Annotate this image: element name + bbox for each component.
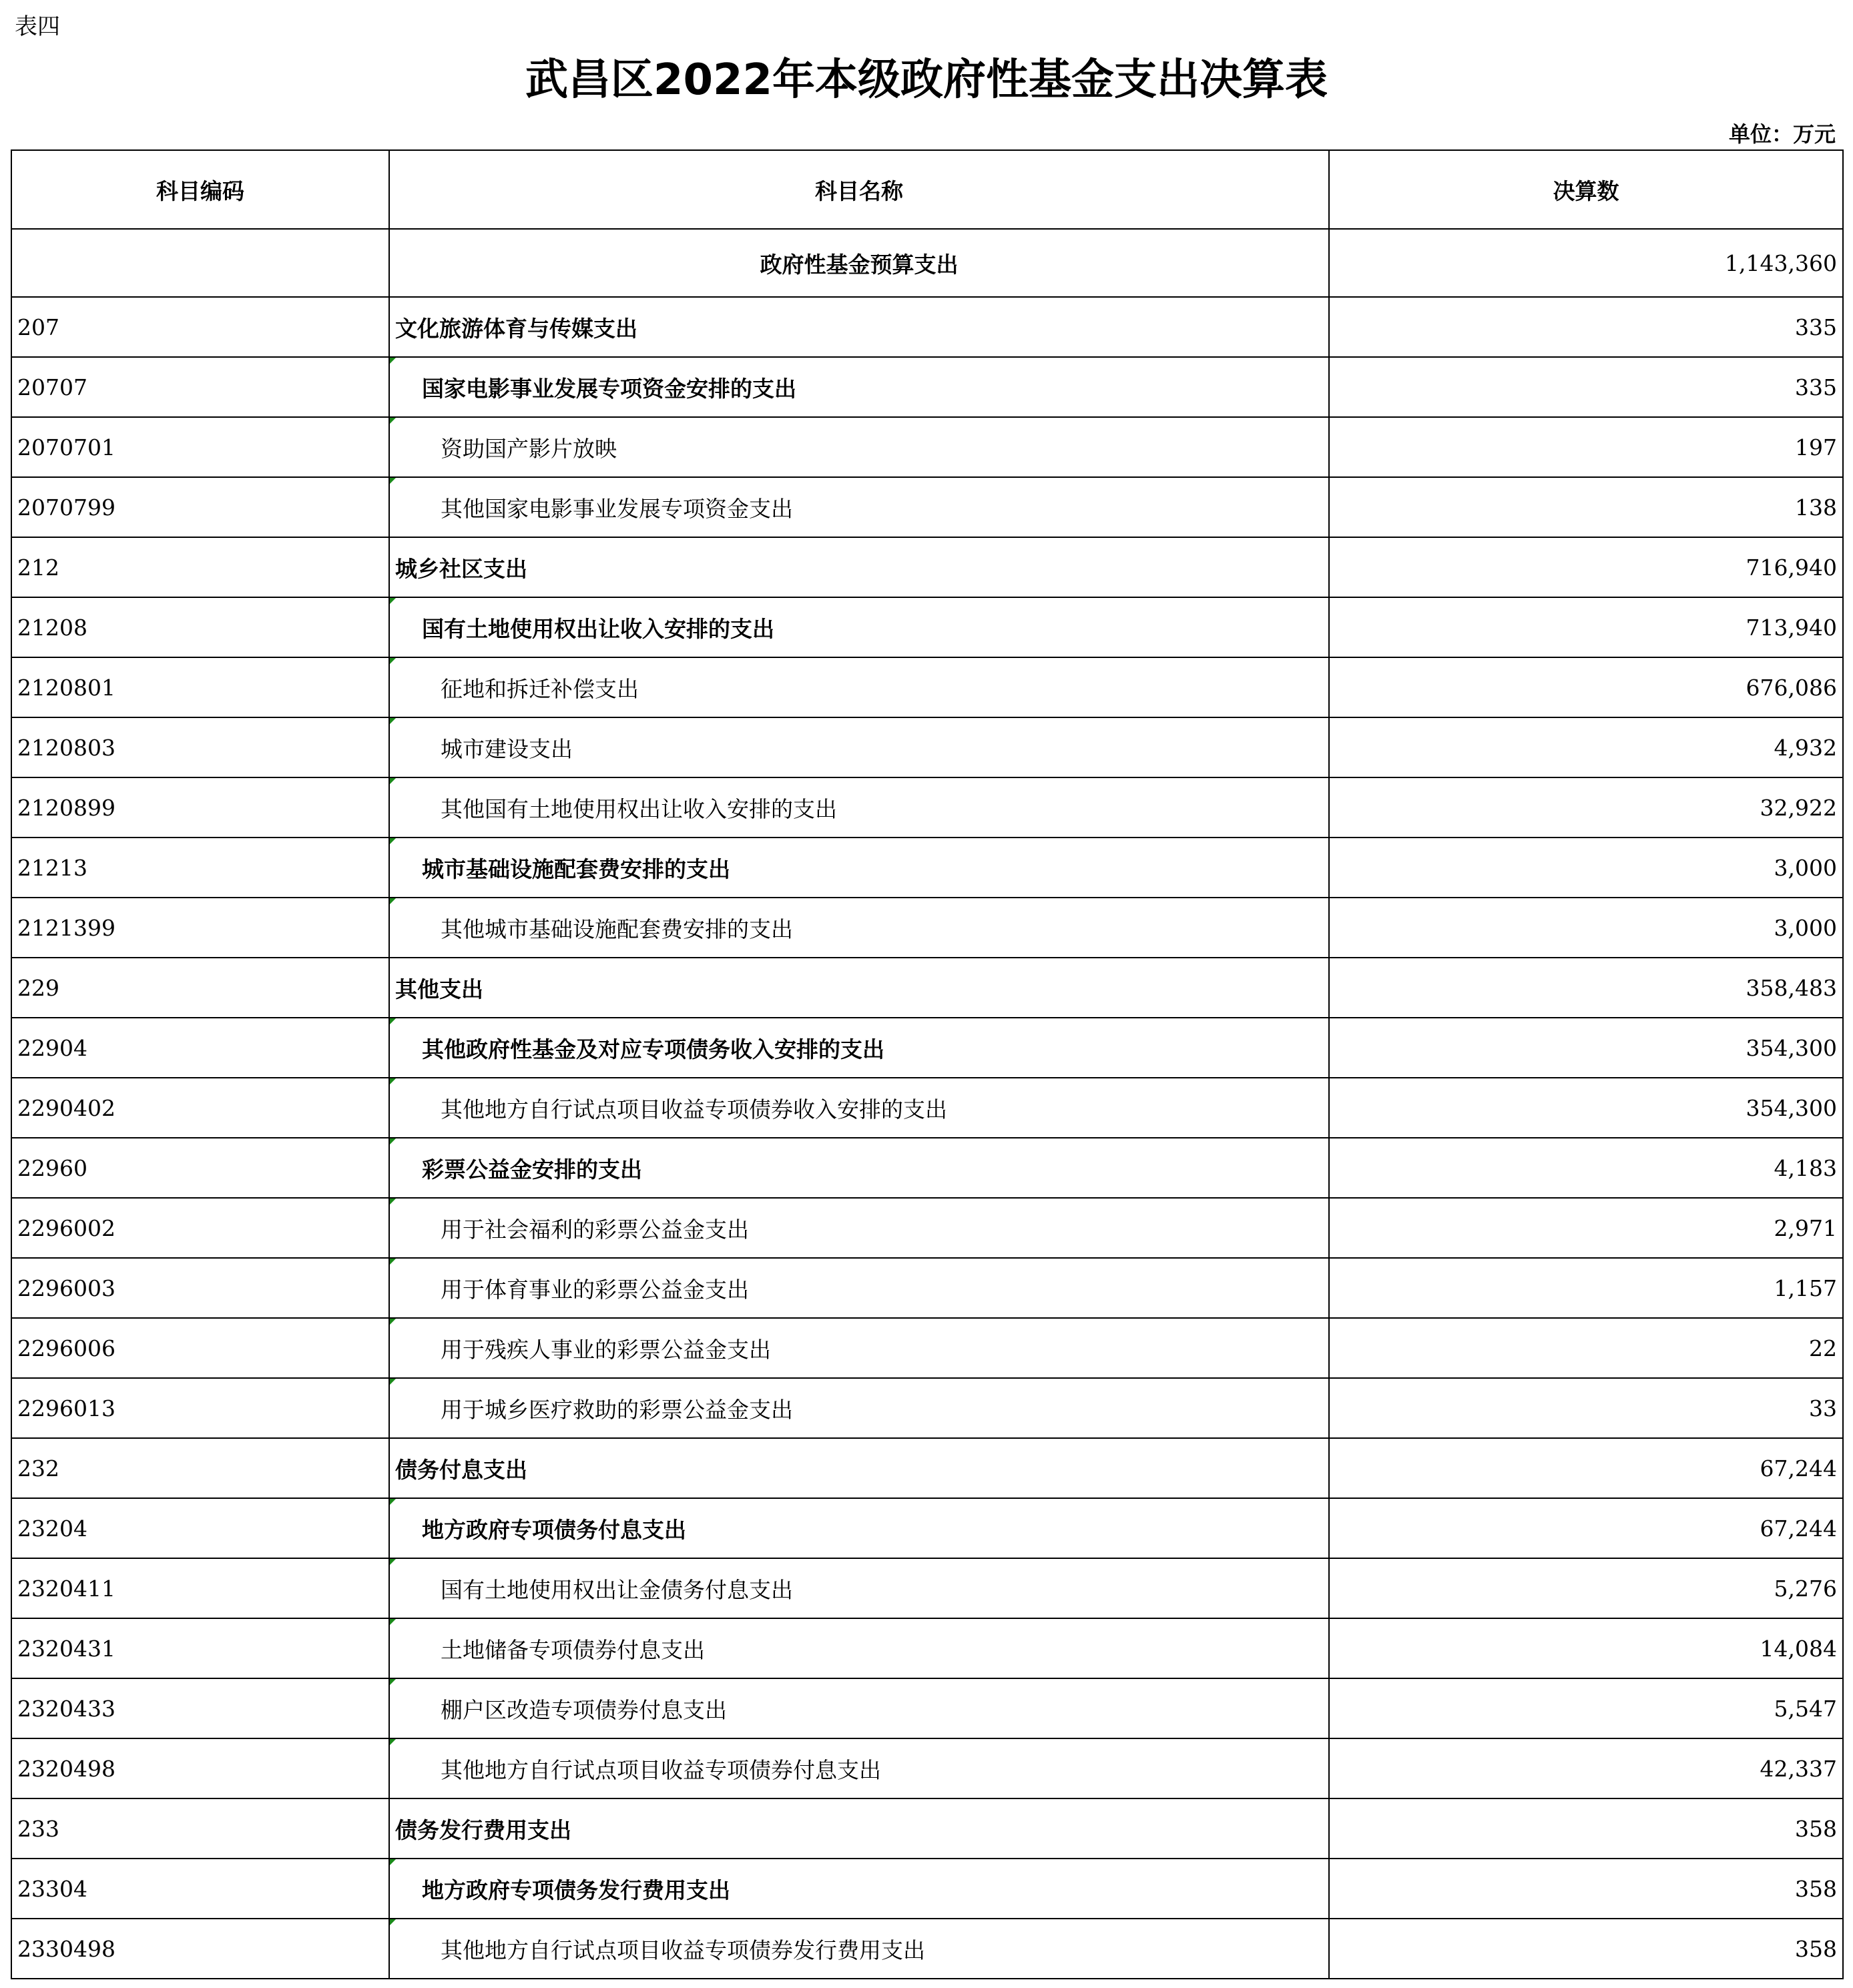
table-row xyxy=(11,1558,1843,1618)
name-cell: 其他地方自行试点项目收益专项债券发行费用支出 xyxy=(389,1919,1329,1979)
code-cell: 21208 xyxy=(11,597,389,657)
code-cell: 2296003 xyxy=(11,1258,389,1318)
amount-cell: 2,971 xyxy=(1329,1198,1843,1258)
name-cell: 城乡社区支出 xyxy=(389,537,1329,597)
name-cell: 用于城乡医疗救助的彩票公益金支出 xyxy=(389,1378,1329,1438)
code-cell: 22904 xyxy=(11,1018,389,1078)
amount-cell: 358 xyxy=(1329,1859,1843,1919)
table-row xyxy=(11,838,1843,898)
table-row xyxy=(11,717,1843,777)
code-cell: 229 xyxy=(11,958,389,1018)
amount-cell: 67,244 xyxy=(1329,1498,1843,1558)
code-cell: 2320431 xyxy=(11,1618,389,1678)
amount-cell: 358 xyxy=(1329,1798,1843,1859)
code-cell: 2320433 xyxy=(11,1678,389,1738)
name-cell: 城市基础设施配套费安排的支出 xyxy=(389,838,1329,898)
unit-label: 单位：万元 xyxy=(1728,121,1836,147)
amount-cell: 197 xyxy=(1329,417,1843,477)
code-cell: 2296002 xyxy=(11,1198,389,1258)
amount-cell: 4,932 xyxy=(1329,717,1843,777)
amount-cell: 358,483 xyxy=(1329,958,1843,1018)
table-row xyxy=(11,1798,1843,1859)
column-header-code: 科目编码 xyxy=(11,150,389,229)
code-cell: 2121399 xyxy=(11,898,389,958)
amount-cell: 354,300 xyxy=(1329,1018,1843,1078)
code-cell: 2120803 xyxy=(11,717,389,777)
table-number-label: 表四 xyxy=(15,13,60,40)
code-cell: 2290402 xyxy=(11,1078,389,1138)
code-cell: 2120899 xyxy=(11,777,389,838)
amount-cell: 5,547 xyxy=(1329,1678,1843,1738)
name-cell: 其他国家电影事业发展专项资金支出 xyxy=(389,477,1329,537)
name-cell: 其他地方自行试点项目收益专项债券付息支出 xyxy=(389,1738,1329,1798)
amount-cell: 138 xyxy=(1329,477,1843,537)
table-row xyxy=(11,1378,1843,1438)
amount-cell: 676,086 xyxy=(1329,657,1843,717)
table-body xyxy=(11,229,1843,1979)
table-row xyxy=(11,898,1843,958)
amount-cell: 42,337 xyxy=(1329,1738,1843,1798)
column-header-amount: 决算数 xyxy=(1329,150,1843,229)
table-row xyxy=(11,357,1843,417)
name-cell: 土地储备专项债券付息支出 xyxy=(389,1618,1329,1678)
code-cell: 2296013 xyxy=(11,1378,389,1438)
total-name-cell: 政府性基金预算支出 xyxy=(389,229,1329,297)
column-header-name: 科目名称 xyxy=(389,150,1329,229)
code-cell: 207 xyxy=(11,297,389,357)
amount-cell: 4,183 xyxy=(1329,1138,1843,1198)
name-cell: 资助国产影片放映 xyxy=(389,417,1329,477)
table-row xyxy=(11,1018,1843,1078)
code-cell: 2330498 xyxy=(11,1919,389,1979)
code-cell: 22960 xyxy=(11,1138,389,1198)
code-cell: 2296006 xyxy=(11,1318,389,1378)
code-cell: 20707 xyxy=(11,357,389,417)
table-row xyxy=(11,1738,1843,1798)
name-cell: 国家电影事业发展专项资金安排的支出 xyxy=(389,357,1329,417)
amount-cell: 716,940 xyxy=(1329,537,1843,597)
code-cell: 2070799 xyxy=(11,477,389,537)
table-row xyxy=(11,1438,1843,1498)
name-cell: 国有土地使用权出让金债务付息支出 xyxy=(389,1558,1329,1618)
table-row xyxy=(11,1919,1843,1979)
table-row xyxy=(11,1138,1843,1198)
amount-cell: 32,922 xyxy=(1329,777,1843,838)
table-row xyxy=(11,657,1843,717)
table-row xyxy=(11,1859,1843,1919)
code-cell: 23304 xyxy=(11,1859,389,1919)
table-row xyxy=(11,1258,1843,1318)
amount-cell: 354,300 xyxy=(1329,1078,1843,1138)
amount-cell: 3,000 xyxy=(1329,898,1843,958)
table-row xyxy=(11,597,1843,657)
name-cell: 彩票公益金安排的支出 xyxy=(389,1138,1329,1198)
amount-cell: 358 xyxy=(1329,1919,1843,1979)
amount-cell: 5,276 xyxy=(1329,1558,1843,1618)
amount-cell: 1,157 xyxy=(1329,1258,1843,1318)
table-row xyxy=(11,1318,1843,1378)
total-code-cell xyxy=(11,229,389,297)
table-row xyxy=(11,1498,1843,1558)
table-header-row xyxy=(11,150,1843,229)
table-row xyxy=(11,1678,1843,1738)
name-cell: 征地和拆迁补偿支出 xyxy=(389,657,1329,717)
code-cell: 2120801 xyxy=(11,657,389,717)
name-cell: 文化旅游体育与传媒支出 xyxy=(389,297,1329,357)
amount-cell: 67,244 xyxy=(1329,1438,1843,1498)
amount-cell: 335 xyxy=(1329,297,1843,357)
name-cell: 用于社会福利的彩票公益金支出 xyxy=(389,1198,1329,1258)
name-cell: 其他国有土地使用权出让收入安排的支出 xyxy=(389,777,1329,838)
code-cell: 233 xyxy=(11,1798,389,1859)
table-row xyxy=(11,1078,1843,1138)
name-cell: 其他城市基础设施配套费安排的支出 xyxy=(389,898,1329,958)
amount-cell: 335 xyxy=(1329,357,1843,417)
amount-cell: 713,940 xyxy=(1329,597,1843,657)
document-title: 武昌区2022年本级政府性基金支出决算表 xyxy=(525,55,1328,105)
code-cell: 2070701 xyxy=(11,417,389,477)
name-cell: 其他地方自行试点项目收益专项债券收入安排的支出 xyxy=(389,1078,1329,1138)
code-cell: 21213 xyxy=(11,838,389,898)
table-row xyxy=(11,477,1843,537)
name-cell: 其他支出 xyxy=(389,958,1329,1018)
amount-cell: 22 xyxy=(1329,1318,1843,1378)
total-row xyxy=(11,229,1843,297)
name-cell: 用于残疾人事业的彩票公益金支出 xyxy=(389,1318,1329,1378)
table-row xyxy=(11,958,1843,1018)
code-cell: 212 xyxy=(11,537,389,597)
total-amount-cell: 1,143,360 xyxy=(1329,229,1843,297)
name-cell: 棚户区改造专项债券付息支出 xyxy=(389,1678,1329,1738)
table-row xyxy=(11,537,1843,597)
name-cell: 债务付息支出 xyxy=(389,1438,1329,1498)
expenditure-table xyxy=(11,149,1844,1979)
name-cell: 国有土地使用权出让收入安排的支出 xyxy=(389,597,1329,657)
table-row xyxy=(11,1198,1843,1258)
table-row xyxy=(11,1618,1843,1678)
amount-cell: 33 xyxy=(1329,1378,1843,1438)
amount-cell: 3,000 xyxy=(1329,838,1843,898)
code-cell: 2320498 xyxy=(11,1738,389,1798)
name-cell: 用于体育事业的彩票公益金支出 xyxy=(389,1258,1329,1318)
table-row xyxy=(11,417,1843,477)
code-cell: 232 xyxy=(11,1438,389,1498)
code-cell: 2320411 xyxy=(11,1558,389,1618)
name-cell: 债务发行费用支出 xyxy=(389,1798,1329,1859)
table-row xyxy=(11,777,1843,838)
name-cell: 其他政府性基金及对应专项债务收入安排的支出 xyxy=(389,1018,1329,1078)
amount-cell: 14,084 xyxy=(1329,1618,1843,1678)
name-cell: 地方政府专项债务付息支出 xyxy=(389,1498,1329,1558)
name-cell: 地方政府专项债务发行费用支出 xyxy=(389,1859,1329,1919)
code-cell: 23204 xyxy=(11,1498,389,1558)
table-row xyxy=(11,297,1843,357)
name-cell: 城市建设支出 xyxy=(389,717,1329,777)
